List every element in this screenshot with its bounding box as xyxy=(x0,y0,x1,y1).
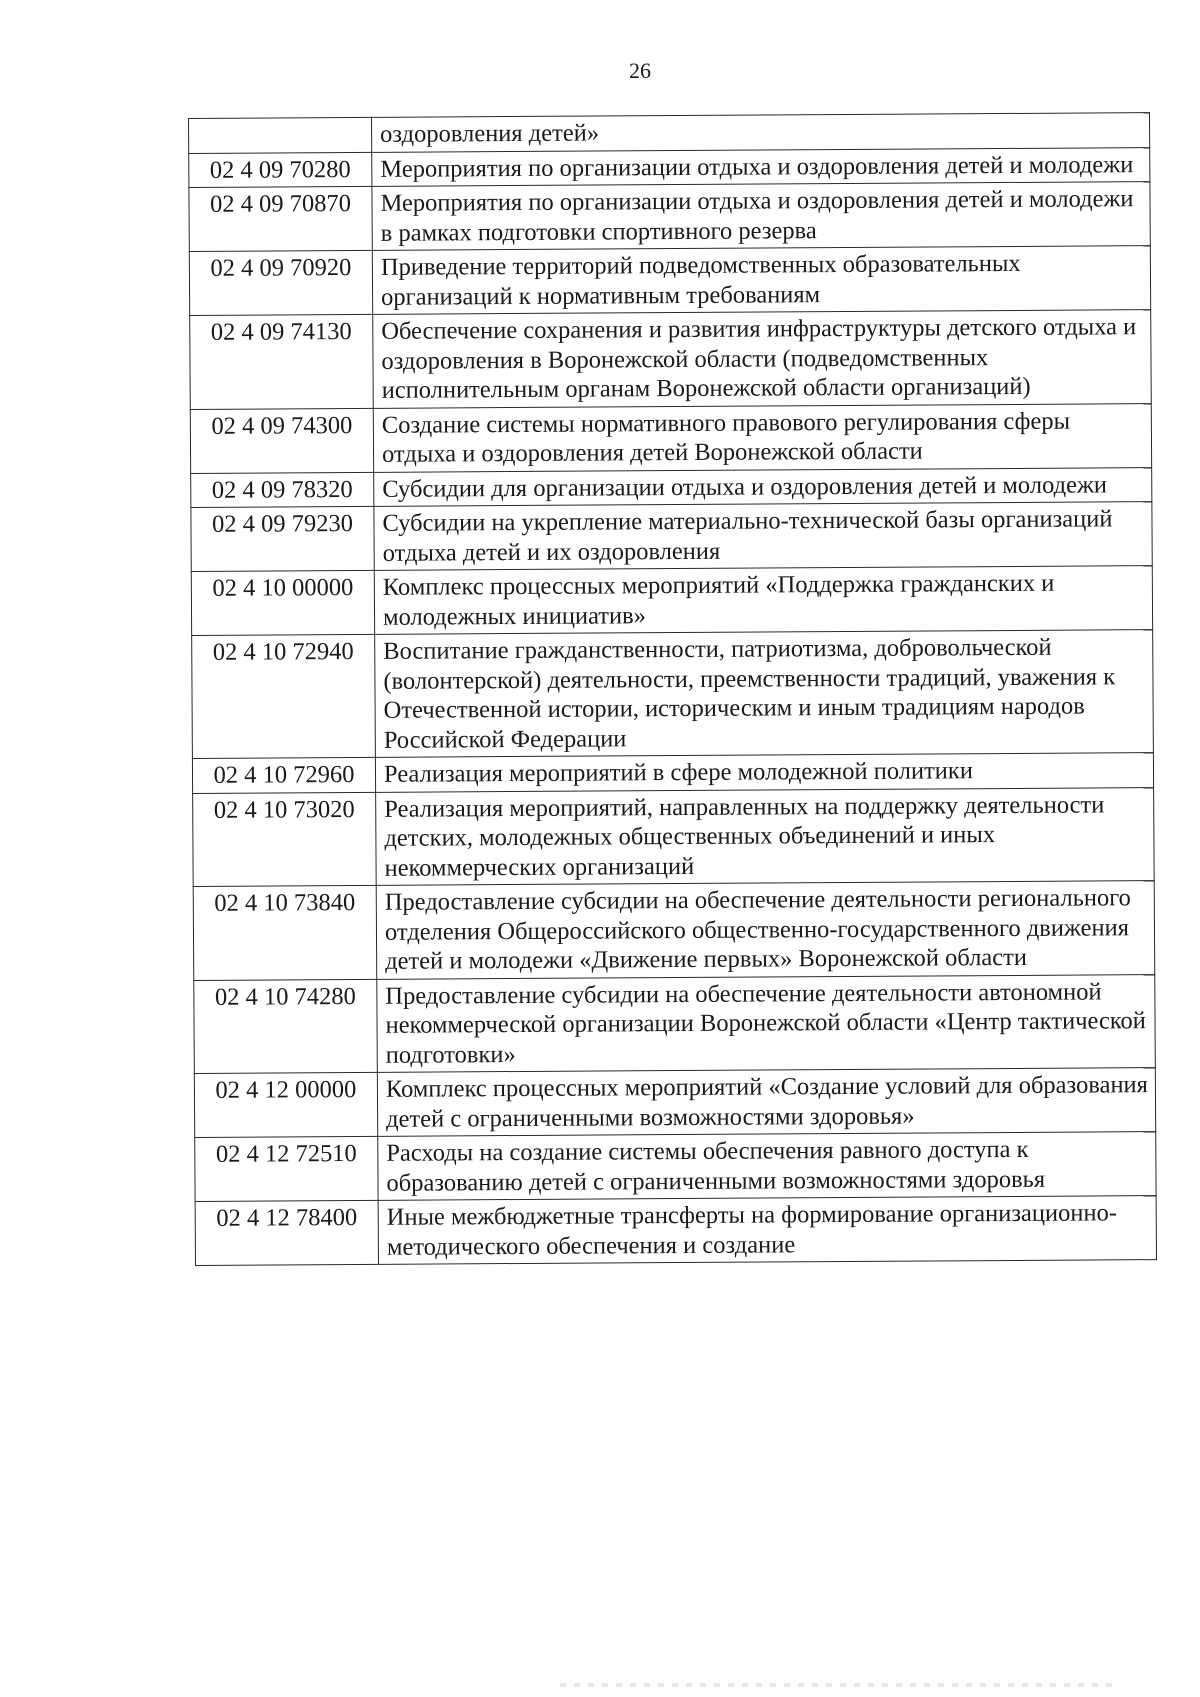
table-row xyxy=(189,182,1150,252)
row-code: 02 4 10 74280 xyxy=(194,979,378,1074)
row-code: 02 4 10 73020 xyxy=(193,792,377,887)
row-description: Воспитание гражданственности, патриотизма, добровольческой (волонтерской) деятельности, преемственности традиций, уважения к Отечественной истории, историческим и иным традициям народов Российской Федерации xyxy=(375,630,1154,758)
row-description: Создание системы нормативного правового регулирования сферы отдыха и оздоровления детей Воронежской области xyxy=(373,403,1151,472)
row-code: 02 4 12 00000 xyxy=(194,1072,377,1137)
table-row xyxy=(189,113,1150,153)
row-code: 02 4 10 73840 xyxy=(193,885,377,980)
row-code: 02 4 09 70920 xyxy=(189,250,372,315)
row-description: Приведение территорий подведомственных образовательных организаций к нормативным требованиям xyxy=(372,246,1150,315)
row-code: 02 4 09 74300 xyxy=(190,408,373,473)
row-code xyxy=(189,117,372,153)
row-code: 02 4 10 72940 xyxy=(192,634,376,758)
table-row xyxy=(194,1068,1155,1138)
row-code: 02 4 09 78320 xyxy=(191,472,374,508)
row-code: 02 4 09 79230 xyxy=(191,506,374,571)
table-row xyxy=(190,403,1151,473)
row-description: Предоставление субсидии на обеспечение деятельности регионального отделения Общероссийского общественно-государственного движения детей и молодежи «Движение первых» Воронежской области xyxy=(376,881,1155,979)
table-row xyxy=(193,881,1155,980)
table-row xyxy=(192,753,1153,793)
table-row xyxy=(195,1196,1156,1266)
scan-artifact xyxy=(560,1683,1120,1687)
row-description: Мероприятия по организации отдыха и оздоровления детей и молодежи в рамках подготовки спортивного резерва xyxy=(372,182,1150,251)
row-description: оздоровления детей» xyxy=(371,113,1149,152)
row-code: 02 4 12 72510 xyxy=(195,1136,378,1201)
table-row xyxy=(189,246,1150,316)
table-row xyxy=(192,630,1154,759)
table-body xyxy=(189,113,1157,1266)
table-row xyxy=(189,147,1150,187)
row-description: Реализация мероприятий, направленных на поддержку деятельности детских, молодежных общественных объединений и иных некоммерческих организаций xyxy=(376,787,1155,885)
page-number: 26 xyxy=(629,58,651,83)
row-description: Комплекс процессных мероприятий «Создание условий для образования детей с ограниченными возможностями здоровья» xyxy=(377,1068,1155,1137)
table-row xyxy=(191,502,1152,572)
row-code: 02 4 09 74130 xyxy=(190,314,374,409)
row-description: Расходы на создание системы обеспечения равного доступа к образованию детей с ограниченными возможностями здоровья xyxy=(378,1132,1156,1201)
row-code: 02 4 10 00000 xyxy=(191,570,374,635)
row-code: 02 4 09 70280 xyxy=(189,152,372,188)
row-code: 02 4 12 78400 xyxy=(195,1200,378,1265)
row-description: Обеспечение сохранения и развития инфраструктуры детского отдыха и оздоровления в Воронежской области (подведомственных исполнительным органам Воронежской области организаций) xyxy=(373,310,1152,408)
table-row xyxy=(191,566,1152,636)
row-description: Реализация мероприятий в сфере молодежной политики xyxy=(375,753,1153,792)
table-row xyxy=(191,467,1152,507)
row-description: Комплекс процессных мероприятий «Поддержка гражданских и молодежных инициатив» xyxy=(374,566,1152,635)
row-description: Мероприятия по организации отдыха и оздоровления детей и молодежи xyxy=(372,147,1150,186)
row-description: Субсидии на укрепление материально-технической базы организаций отдыха детей и их оздоровления xyxy=(374,502,1152,571)
row-description: Субсидии для организации отдыха и оздоровления детей и молодежи xyxy=(374,467,1152,506)
row-code: 02 4 10 72960 xyxy=(192,757,375,793)
table-row xyxy=(193,787,1155,886)
row-description: Иные межбюджетные трансферты на формирование организационно-методического обеспечения и создание xyxy=(378,1196,1156,1265)
row-code: 02 4 09 70870 xyxy=(189,186,372,251)
table-row xyxy=(190,310,1152,409)
table-row xyxy=(195,1132,1156,1202)
classification-table xyxy=(188,112,1157,1266)
row-description: Предоставление субсидии на обеспечение деятельности автономной некоммерческой организации Воронежской области «Центр тактической подготовки» xyxy=(377,974,1156,1072)
table-row xyxy=(194,974,1156,1073)
